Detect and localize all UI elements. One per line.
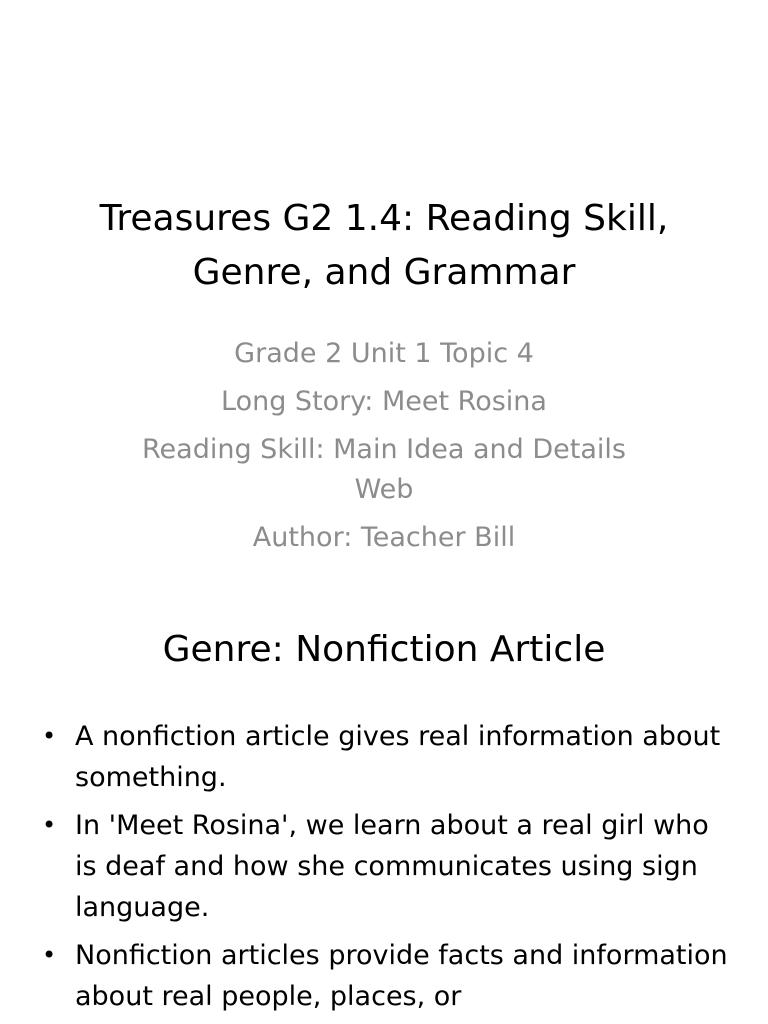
- genre-bullet-list: [40, 716, 730, 1024]
- bullet-text: A nonfiction article gives real information about something.: [75, 721, 721, 793]
- slide-subtitle: [115, 334, 653, 566]
- bullet-icon: •: [42, 941, 57, 969]
- subtitle-line-skill: Reading Skill: Main Idea and Details Web: [142, 434, 626, 505]
- bullet-item: [40, 716, 730, 798]
- subtitle-line-author: Author: Teacher Bill: [252, 522, 516, 553]
- slide-title: Treasures G2 1.4: Reading Skill, Genre, and Grammar: [99, 198, 669, 293]
- bullet-item: [40, 935, 730, 1017]
- bullet-icon: •: [42, 722, 57, 750]
- bullet-item: [40, 805, 730, 928]
- bullet-text: Nonfiction articles provide facts and information about real people, places, or: [75, 940, 728, 1012]
- bullet-icon: •: [42, 811, 57, 839]
- genre-heading: Genre: Nonfiction Article: [162, 629, 606, 670]
- bullet-text: In 'Meet Rosina', we learn about a real girl who is deaf and how she communicates using sign language.: [75, 810, 709, 923]
- subtitle-line-story: Long Story: Meet Rosina: [221, 386, 547, 417]
- genre-slide: [0, 576, 768, 1024]
- subtitle-line-grade: Grade 2 Unit 1 Topic 4: [234, 338, 534, 369]
